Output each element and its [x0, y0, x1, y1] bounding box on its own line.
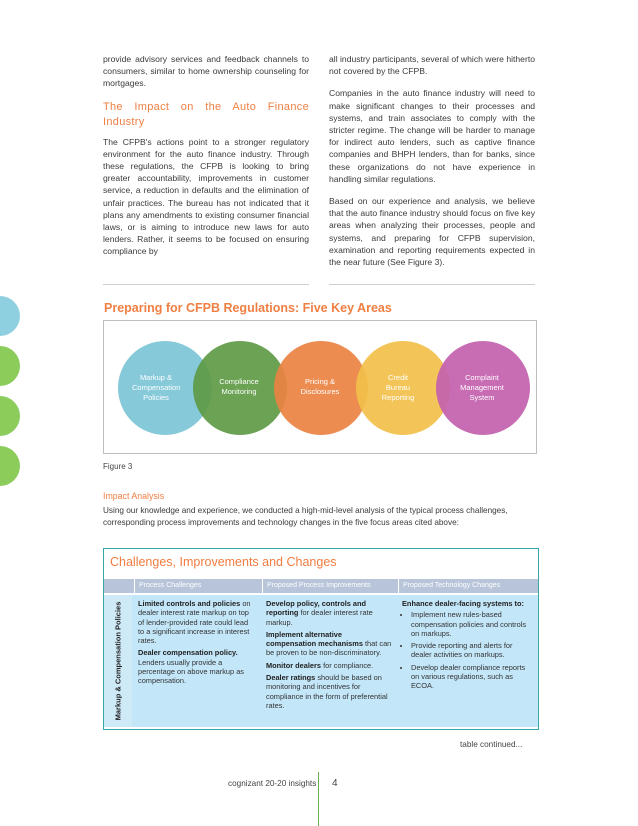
- table-row: [104, 595, 538, 727]
- challenge-2-text: Lenders usually provide a percentage on above markup as compensation.: [138, 657, 245, 686]
- section-heading: The Impact on the Auto Finance Industry: [103, 100, 309, 128]
- right-para-2: Companies in the auto finance industry will need to make significant changes to their processes and systems, and train associates to comply with the stricter regime. The change will be harder to manage for indirect auto lenders, such as captive finance companies and BHPH lenders, than for banks, since these organizations do not have experience in handling similar regulations.: [329, 88, 535, 184]
- row-label: Markup & Compensation Policies: [113, 601, 123, 721]
- improvement-2-text: that can be proven to be non-discriminatory.: [266, 639, 392, 658]
- side-dot-green-2: [0, 396, 20, 436]
- footer-text: cognizant 20-20 insights: [228, 779, 317, 788]
- technology-cell: [402, 599, 534, 694]
- improvement-1-bold: Develop policy, controls and reporting: [266, 599, 367, 618]
- right-para-3: Based on our experience and analysis, we believe that the auto finance industry should focus on five key areas when analyzing their processes, people and systems, and preparing for CFPB supervision, examination and reporting requirements expected in the near future (See Figure 3).: [329, 196, 535, 268]
- header-blank: [104, 579, 134, 593]
- impact-analysis-text: Using our knowledge and experience, we conducted a high-mid-level analysis of the typical process challenges, corresponding process improvements and technology changes in the five focus areas cited above:: [103, 506, 508, 527]
- header-improvements: Proposed Process Improvements: [262, 579, 398, 593]
- improvements-cell: [266, 599, 394, 713]
- label-credit: Credit Bureau Reporting: [381, 373, 415, 402]
- label-compliance: Compliance Monitoring: [219, 377, 259, 396]
- label-pricing: Pricing & Disclosures: [300, 377, 340, 396]
- page-number: 4: [332, 778, 338, 789]
- challenge-1-bold: Limited controls and policies: [138, 599, 241, 608]
- header-technology: Proposed Technology Changes: [398, 579, 538, 593]
- divider-right: [329, 284, 535, 285]
- challenges-cell: [138, 599, 256, 689]
- side-dot-green-1: [0, 346, 20, 386]
- side-dot-teal: [0, 296, 20, 336]
- table-header-row: [104, 579, 538, 593]
- improvement-4-text: should be based on monitoring and incentives for compliance in the form of preferential rates.: [266, 673, 388, 710]
- header-challenges: Process Challenges: [134, 579, 262, 593]
- divider-left: [103, 284, 309, 285]
- challenge-2: [138, 648, 256, 685]
- improvement-2-bold: Implement alternative compensation mechanisms: [266, 629, 363, 649]
- list-item: • Implement new rules-based compensation policies and controls on markups.: [411, 610, 534, 638]
- label-complaint: Complaint Management System: [460, 373, 504, 402]
- improvement-3-bold: Monitor dealers: [266, 660, 322, 670]
- impact-analysis-heading: Impact Analysis: [103, 491, 165, 501]
- figure-caption: Figure 3: [103, 462, 133, 471]
- left-column: [103, 53, 309, 268]
- improvement-3-text: for compliance.: [321, 660, 374, 670]
- challenge-1-text: on dealer interest rate markup on top of lender-provided rate could lead to a significant increase in interest rates.: [138, 599, 251, 646]
- table-continued: table continued...: [460, 740, 523, 749]
- figure-box: [103, 320, 537, 454]
- challenge-1: [138, 599, 256, 645]
- improvement-1-text: for dealer interest rate markup.: [266, 608, 373, 627]
- list-item: • Develop dealer compliance reports on various regulations, such as ECOA.: [411, 663, 534, 691]
- table-title: Challenges, Improvements and Changes: [110, 555, 337, 569]
- challenge-2-bold: Dealer compensation policy.: [138, 648, 238, 658]
- side-dot-green-3: [0, 446, 20, 486]
- footer-divider: [318, 772, 319, 826]
- right-para-1: all industry participants, several of which were hitherto not covered by the CFPB.: [329, 54, 535, 77]
- technology-list: [402, 610, 534, 690]
- improvement-4-bold: Dealer ratings: [266, 673, 316, 683]
- figure-title: Preparing for CFPB Regulations: Five Key Areas: [104, 301, 392, 315]
- left-para-2: The CFPB's actions point to a stronger regulatory environment for the auto finance industry. Through these regulations, the CFPB is looking to bring greater accountability, improvements in customer service, a reduction in defaults and the elimination of unfair practices. The bureau has not indicated that it plans any amendments to existing consumer financial laws, or is aiming to introduce new laws for auto lenders. Rather, it seems to be focused on ensuring compliance by: [103, 136, 309, 257]
- right-column: [329, 53, 535, 278]
- list-item: • Provide reporting and alerts for dealer activities on markups.: [411, 641, 534, 660]
- row-label-cell: [104, 595, 132, 727]
- improvement-3: [266, 661, 394, 670]
- improvement-2: [266, 630, 394, 658]
- changes-table: [103, 548, 539, 730]
- label-markup: Markup & Compensation Policies: [132, 373, 181, 402]
- improvement-1: [266, 599, 394, 627]
- improvement-4: [266, 673, 394, 710]
- technology-heading: Enhance dealer-facing systems to:: [402, 599, 524, 608]
- left-para-1: provide advisory services and feedback channels to consumers, similar to home ownership counseling for mortgages.: [103, 54, 309, 89]
